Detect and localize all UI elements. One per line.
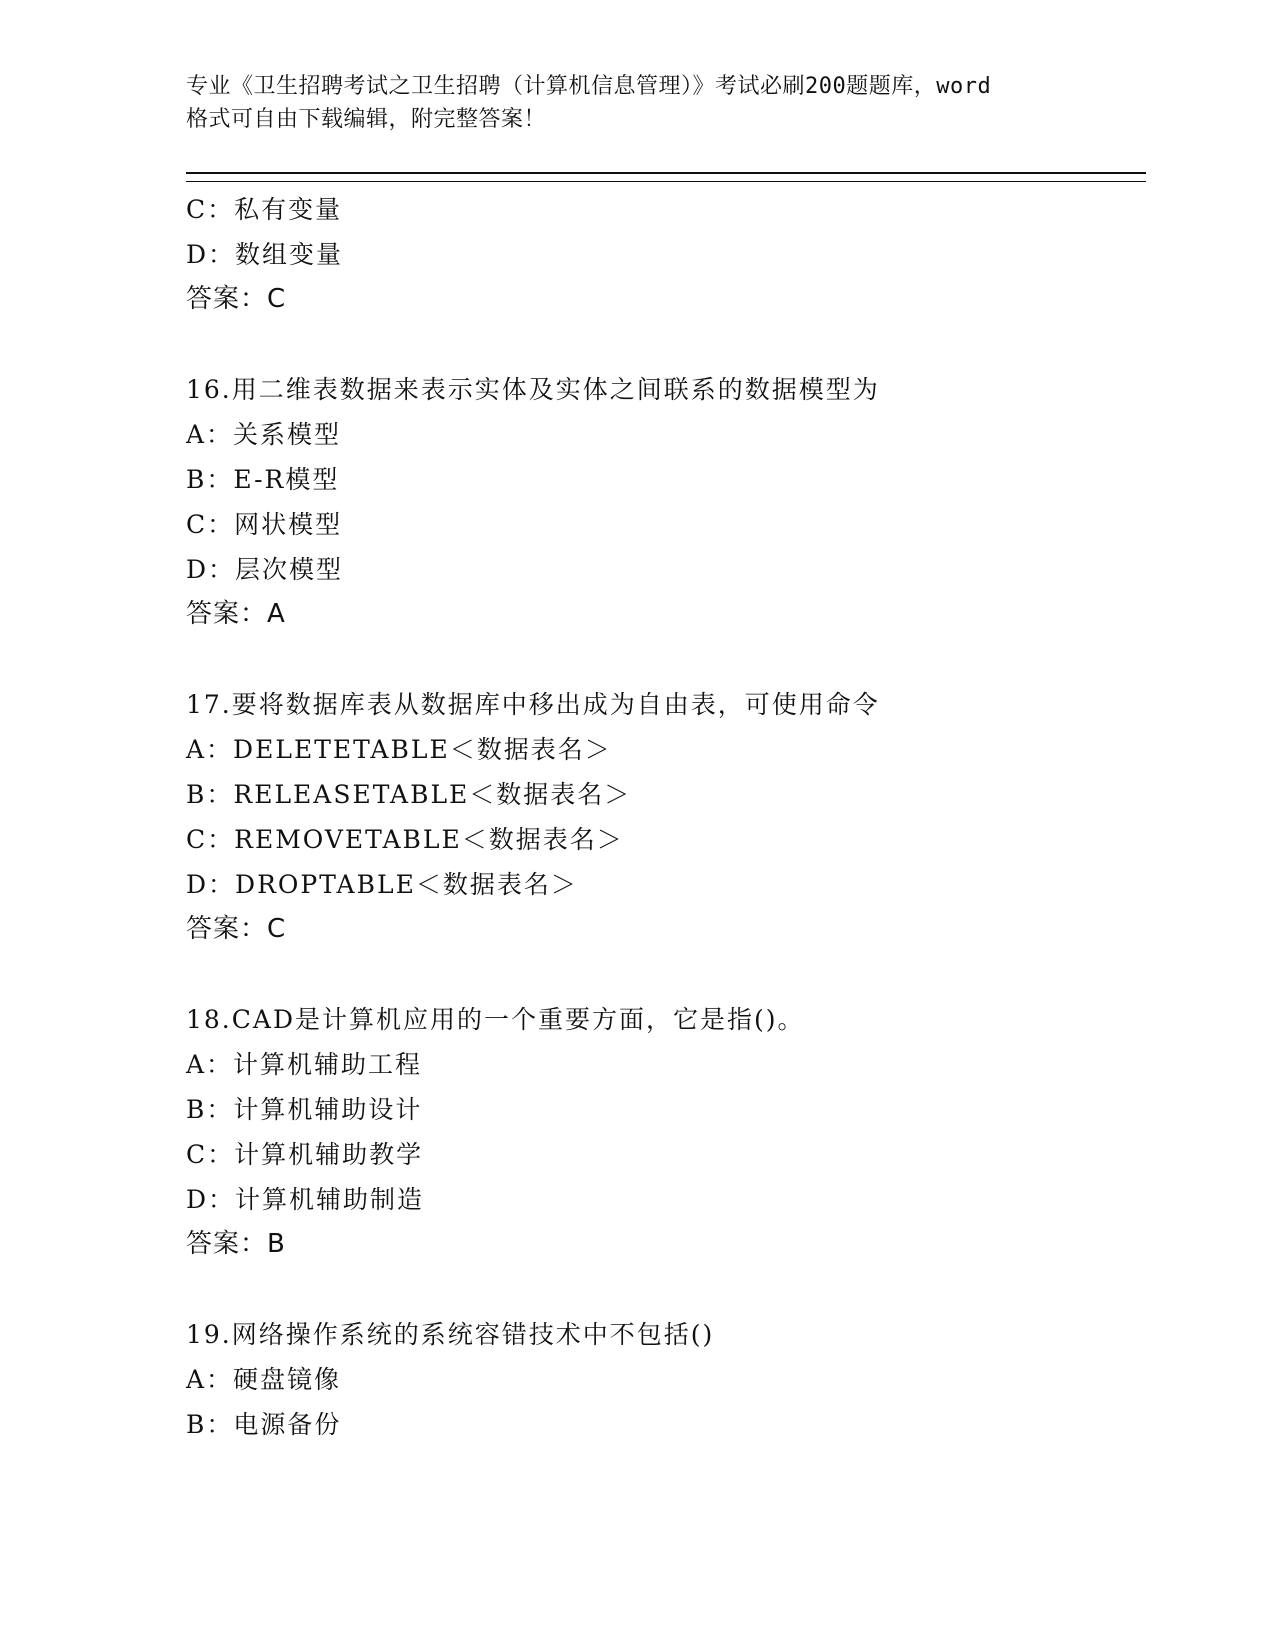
question-19 xyxy=(186,1312,1146,1447)
question-15-continued xyxy=(186,187,1146,322)
option-c: C：私有变量 xyxy=(186,195,343,224)
document-header xyxy=(186,70,1146,136)
option-c: C：计算机辅助教学 xyxy=(186,1140,424,1169)
option-d: D：数组变量 xyxy=(186,240,344,269)
question-stem: 16.用二维表数据来表示实体及实体之间联系的数据模型为 xyxy=(186,375,880,404)
header-line-2: 格式可自由下载编辑，附完整答案！ xyxy=(186,107,547,132)
header-line-1: 专业《卫生招聘考试之卫生招聘（计算机信息管理）》考试必刷200题题库，word xyxy=(186,74,992,99)
option-a: A：关系模型 xyxy=(186,420,342,449)
document-page xyxy=(186,70,1146,1447)
option-a: A：计算机辅助工程 xyxy=(186,1050,423,1079)
option-b: B：E-R模型 xyxy=(186,465,340,494)
option-d: D：DROPTABLE＜数据表名＞ xyxy=(186,870,578,899)
option-c: C：网状模型 xyxy=(186,510,343,539)
header-divider xyxy=(186,172,1146,182)
question-16 xyxy=(186,367,1146,637)
option-a: A：硬盘镜像 xyxy=(186,1365,342,1394)
option-b: B：RELEASETABLE＜数据表名＞ xyxy=(186,780,632,809)
question-stem: 19.网络操作系统的系统容错技术中不包括() xyxy=(186,1320,715,1349)
option-d: D：计算机辅助制造 xyxy=(186,1185,425,1214)
answer-line: 答案：A xyxy=(186,599,286,629)
answer-line: 答案：B xyxy=(186,1229,286,1259)
answer-line: 答案：C xyxy=(186,914,287,944)
question-stem: 18.CAD是计算机应用的一个重要方面，它是指()。 xyxy=(186,1005,805,1034)
option-a: A：DELETETABLE＜数据表名＞ xyxy=(186,735,612,764)
answer-line: 答案：C xyxy=(186,284,287,314)
question-17 xyxy=(186,682,1146,952)
option-c: C：REMOVETABLE＜数据表名＞ xyxy=(186,825,624,854)
option-d: D：层次模型 xyxy=(186,555,344,584)
question-stem: 17.要将数据库表从数据库中移出成为自由表，可使用命令 xyxy=(186,690,880,719)
option-b: B：电源备份 xyxy=(186,1410,342,1439)
option-b: B：计算机辅助设计 xyxy=(186,1095,423,1124)
question-18 xyxy=(186,997,1146,1267)
